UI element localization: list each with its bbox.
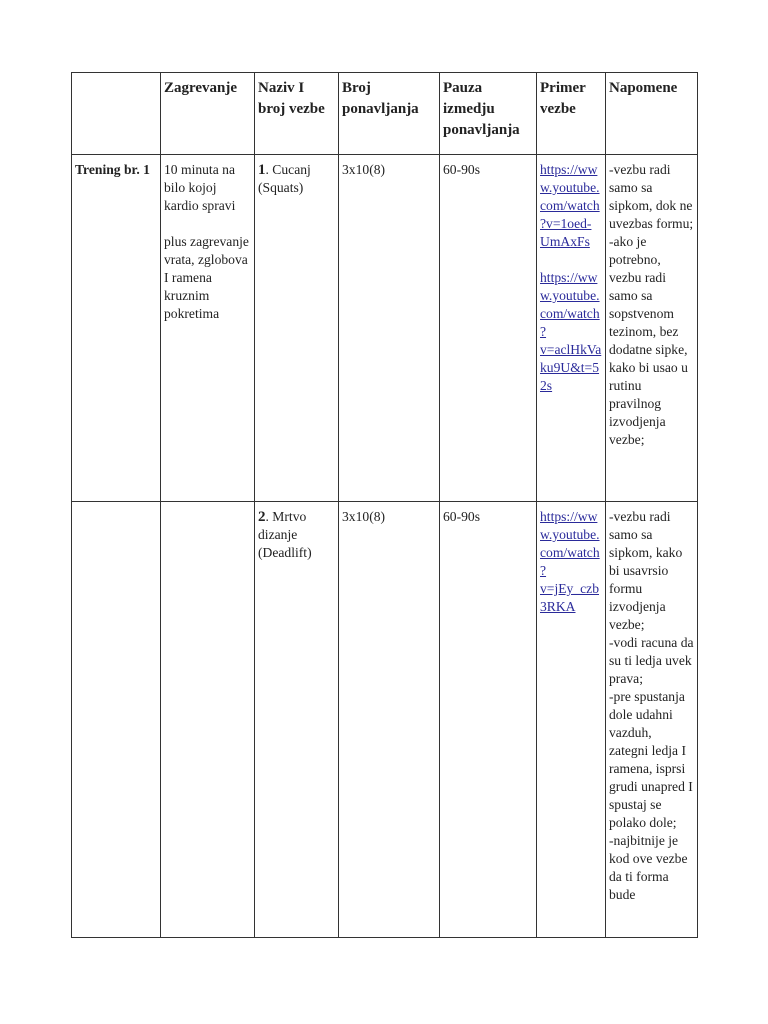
pause-cell: 60-90s	[440, 155, 537, 502]
video-link[interactable]: https://www.youtube.com/watch?v=1oed-UmAxFs	[540, 162, 600, 249]
warmup-text: plus zagrevanje vrata, zglobova I ramena kruznim pokretima	[164, 234, 249, 321]
table-row	[72, 155, 698, 502]
exercise-cell	[255, 155, 339, 502]
video-link[interactable]: https://www.youtube.com/watch?v=jEy_czb3RKA	[540, 509, 600, 614]
header-notes: Napomene	[606, 73, 698, 155]
header-exercise: Naziv I broj vezbe	[255, 73, 339, 155]
example-cell	[537, 502, 606, 938]
header-warmup: Zagrevanje	[161, 73, 255, 155]
video-link[interactable]: https://www.youtube.com/watch?v=aclHkVaku9U&t=52s	[540, 270, 602, 393]
notes-cell: -vezbu radi samo sa sipkom, kako bi usavrsio formu izvodjenja vezbe; -vodi racuna da su ti ledja uvek prava; -pre spustanja dole udahni vazduh, zategni ledja I ramena, isprsi grudi unapred I spustaj se polako dole; -najbitnije je kod ove vezbe da ti forma bude	[606, 502, 698, 938]
header-reps: Broj ponavljanja	[339, 73, 440, 155]
exercise-name: . Mrtvo dizanje (Deadlift)	[258, 509, 312, 560]
training-label: Trening br. 1	[72, 155, 161, 502]
exercise-number: 1	[258, 162, 266, 178]
training-plan-table	[71, 72, 698, 938]
notes-cell: -vezbu radi samo sa sipkom, dok ne uvezbas formu; -ako je potrebno, vezbu radi samo sa sopstvenom tezinom, bez dodatne sipke, kako bi usao u rutinu pravilnog izvodjenja vezbe;	[606, 155, 698, 502]
exercise-number: 2	[258, 509, 266, 525]
training-label	[72, 502, 161, 938]
exercise-cell	[255, 502, 339, 938]
header-empty	[72, 73, 161, 155]
warmup-cell	[161, 155, 255, 502]
header-example: Primer vezbe	[537, 73, 606, 155]
pause-cell: 60-90s	[440, 502, 537, 938]
exercise-name: . Cucanj (Squats)	[258, 162, 311, 195]
header-pause: Pauza izmedju ponavljanja	[440, 73, 537, 155]
warmup-cell	[161, 502, 255, 938]
reps-cell: 3x10(8)	[339, 155, 440, 502]
example-cell	[537, 155, 606, 502]
reps-cell: 3x10(8)	[339, 502, 440, 938]
table-row	[72, 502, 698, 938]
header-row	[72, 73, 698, 155]
warmup-text: 10 minuta na bilo kojoj kardio spravi	[164, 162, 236, 213]
